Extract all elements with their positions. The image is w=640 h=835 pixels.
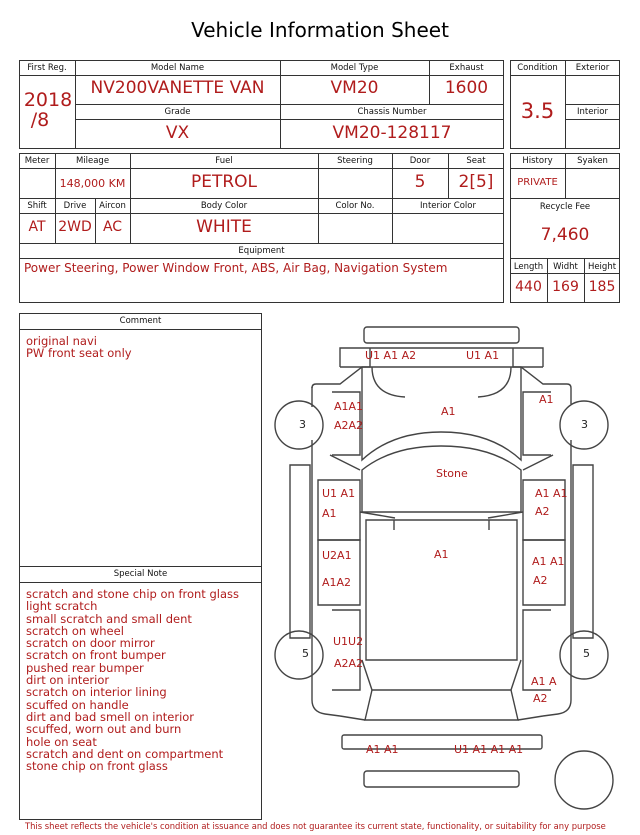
mark-right-rear-door-1: A1 A1	[532, 555, 565, 568]
mark-front-bumper-left: U1 A1 A2	[365, 349, 417, 362]
note-item: dirt and bad smell on interior	[26, 709, 195, 724]
mark-right-front-door-1: A1 A1	[535, 487, 568, 500]
width-value: 169	[552, 279, 579, 295]
mileage-value: 148,000 KM	[59, 177, 126, 190]
exhaust-label: Exhaust	[449, 63, 484, 73]
mileage-label: Mileage	[75, 156, 110, 166]
mark-right-rear-door-2: A2	[533, 574, 548, 587]
mark-wheel-rear-right: 5	[583, 647, 590, 660]
note-item: hole on seat	[26, 734, 97, 749]
aircon-value: AC	[102, 219, 123, 235]
note-item: pushed rear bumper	[26, 660, 144, 675]
equipment-value: Power Steering, Power Window Front, ABS, Air Bag, Navigation System	[24, 261, 448, 275]
mark-wheel-rear-left: 5	[302, 647, 309, 660]
car-damage-diagram	[268, 318, 628, 818]
note-item: dirt on interior	[26, 673, 110, 688]
note-item: scratch on wheel	[26, 623, 124, 638]
model-name-value: NV200VANETTE VAN	[90, 78, 265, 98]
recycle-fee-value: 7,460	[540, 225, 590, 245]
disclaimer-footer: This sheet reflects the vehicle's condition at issuance and does not guarantee its current state, functionality, or suitability for any purpose	[25, 821, 606, 831]
mark-rear-bumper-right: U1 A1 A1 A1	[454, 743, 524, 756]
grade-value: VX	[165, 123, 190, 143]
note-item: scratch and dent on compartment	[26, 746, 224, 761]
note-item: light scratch	[26, 599, 98, 614]
shift-value: AT	[28, 219, 46, 235]
mark-right-quarter-1: A1 A	[531, 675, 557, 688]
mark-roof: A1	[434, 548, 449, 561]
model-type-label: Model Type	[330, 63, 379, 73]
body-color-label: Body Color	[200, 201, 248, 211]
spare-wheel	[555, 751, 613, 809]
drive-label: Drive	[63, 201, 87, 211]
equipment-label: Equipment	[238, 246, 285, 256]
chassis-number-value: VM20-128117	[332, 123, 452, 143]
mark-left-front-door-1: U1 A1	[322, 487, 356, 500]
model-name-label: Model Name	[150, 63, 205, 73]
special-note-label: Special Note	[113, 569, 168, 579]
history-label: History	[522, 156, 553, 166]
exhaust-value: 1600	[444, 78, 489, 98]
fuel-value: PETROL	[190, 172, 258, 192]
comment-label: Comment	[119, 316, 162, 326]
height-value: 185	[588, 279, 616, 295]
steering-label: Steering	[337, 156, 373, 166]
mark-right-fender: A1	[539, 393, 554, 406]
chassis-number-label: Chassis Number	[357, 107, 427, 117]
note-item: scratch on door mirror	[26, 636, 155, 651]
mark-left-rear-door-1: U2A1	[322, 549, 352, 562]
mark-windshield: Stone	[436, 467, 468, 480]
aircon-label: Aircon	[99, 201, 126, 211]
mark-left-fender-2: A2A2	[334, 419, 364, 432]
sheet-title: Vehicle Information Sheet	[191, 18, 449, 42]
syaken-label: Syaken	[577, 156, 608, 166]
condition-value: 3.5	[520, 99, 555, 123]
width-label: Widht	[553, 262, 578, 272]
shift-label: Shift	[27, 201, 47, 211]
meter-label: Meter	[24, 156, 50, 166]
mark-left-quarter-2: A2A2	[334, 657, 364, 670]
seat-value: 2[5]	[458, 172, 494, 192]
model-type-value: VM20	[330, 78, 379, 98]
note-item: scratch on interior lining	[26, 685, 167, 700]
interior-color-label: Interior Color	[420, 201, 476, 211]
height-label: Height	[587, 262, 617, 272]
door-value: 5	[414, 172, 426, 192]
body-color-value: WHITE	[196, 217, 252, 237]
mark-left-fender-1: A1A1	[334, 400, 364, 413]
mark-left-front-door-2: A1	[322, 507, 337, 520]
note-item: small scratch and small dent	[26, 611, 192, 626]
comment-item: PW front seat only	[26, 346, 132, 361]
note-item: scratch and stone chip on front glass	[26, 587, 239, 601]
note-item: scuffed on handle	[26, 697, 129, 712]
interior-label: Interior	[576, 107, 608, 117]
mark-hood: A1	[441, 405, 456, 418]
color-no-label: Color No.	[335, 201, 375, 211]
comment-list	[26, 335, 132, 360]
mark-rear-bumper-left: A1 A1	[366, 743, 399, 756]
first-reg-year: 2018	[23, 89, 73, 111]
exterior-label: Exterior	[575, 63, 610, 73]
note-item: scuffed, worn out and burn	[26, 722, 182, 737]
mark-wheel-front-right: 3	[581, 418, 588, 431]
drive-value: 2WD	[58, 219, 92, 235]
grade-label: Grade	[164, 107, 191, 117]
length-value: 440	[515, 279, 542, 295]
seat-label: Seat	[466, 156, 486, 166]
first-reg-month: /8	[30, 109, 50, 131]
note-item: scratch on front bumper	[26, 648, 166, 663]
mark-right-quarter-2: A2	[533, 692, 548, 705]
mark-front-bumper-right: U1 A1	[466, 349, 500, 362]
note-item: stone chip on front glass	[26, 759, 168, 774]
fuel-label: Fuel	[215, 156, 233, 166]
recycle-fee-label: Recycle Fee	[539, 202, 591, 212]
special-note-list	[26, 588, 239, 772]
mark-wheel-front-left: 3	[299, 418, 306, 431]
mark-left-quarter-1: U1U2	[333, 635, 364, 648]
length-label: Length	[513, 262, 544, 272]
first-reg-label: First Reg.	[27, 63, 67, 73]
history-value: PRIVATE	[517, 177, 558, 188]
comment-item: original navi	[26, 334, 97, 348]
mark-left-rear-door-2: A1A2	[322, 576, 352, 589]
door-label: Door	[409, 156, 431, 166]
condition-label: Condition	[517, 63, 558, 73]
mark-right-front-door-2: A2	[535, 505, 550, 518]
